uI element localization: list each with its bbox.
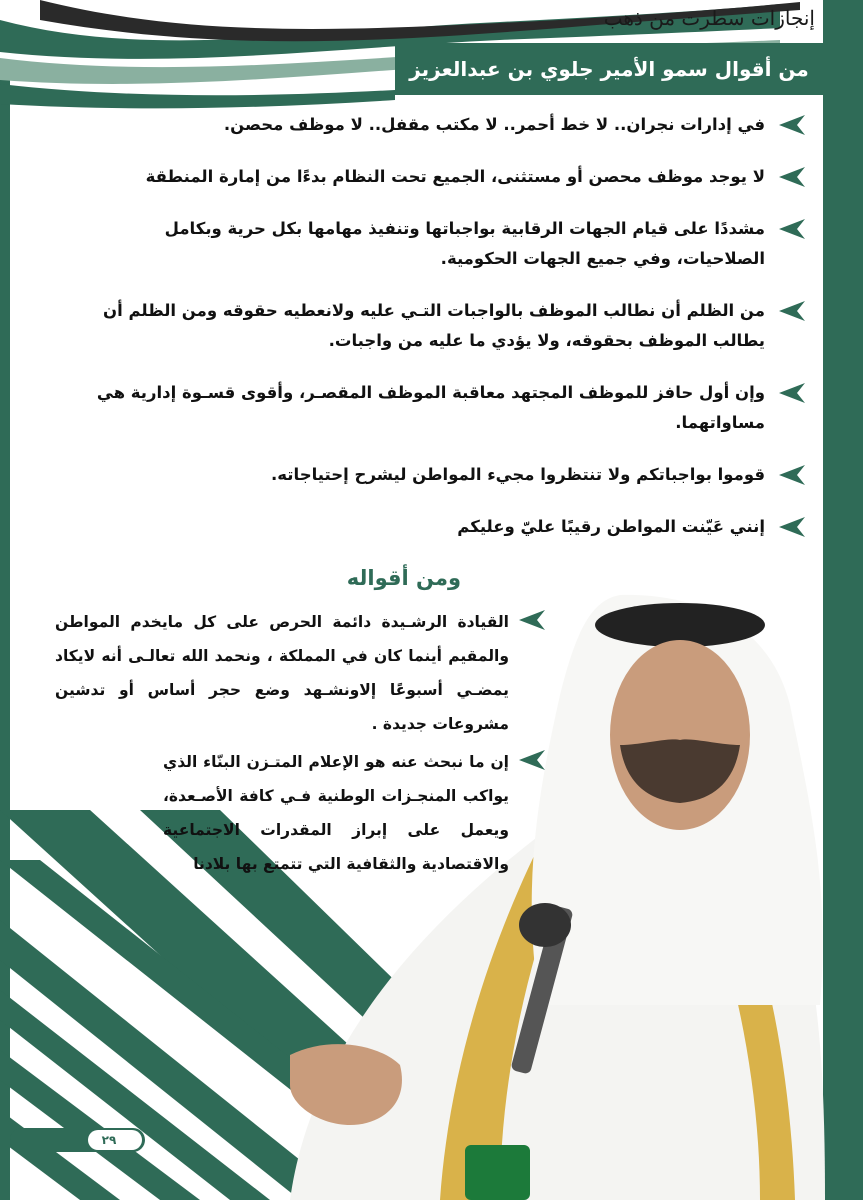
quote-item bbox=[85, 110, 805, 140]
quote-item bbox=[85, 460, 805, 490]
saying-item bbox=[163, 745, 545, 881]
arrow-bullet-icon bbox=[779, 301, 805, 321]
arrow-bullet-icon bbox=[519, 610, 545, 630]
quote-text: لا يوجد موظف محصن أو مستثنى، الجميع تحت النظام بدءًا من إمارة المنطقة bbox=[145, 167, 765, 186]
arrow-bullet-icon bbox=[779, 465, 805, 485]
quotes-list bbox=[85, 110, 805, 564]
quote-item bbox=[85, 296, 805, 356]
quote-item bbox=[85, 512, 805, 542]
section-label: إنجازات سطرت من ذهب bbox=[603, 6, 815, 30]
quote-text: وإن أول حافز للموظف المجتهد معاقبة الموظف المقصـر، وأقوى قسـوة إدارية هي مساواتهما. bbox=[96, 383, 765, 432]
arrow-bullet-icon bbox=[779, 383, 805, 403]
page-title-band bbox=[395, 43, 823, 95]
quote-text: مشددًا على قيام الجهات الرقابية بواجباتها وتنفيذ مهامها بكل حرية وبكامل الصلاحيات، وفي جميع الجهات الحكومية. bbox=[164, 219, 765, 268]
quote-text: إنني عَيّنت المواطن رقيبًا عليّ وعليكم bbox=[457, 517, 765, 536]
right-edge-bar bbox=[823, 0, 863, 1200]
saying-text: إن ما نبحث عنه هو الإعلام المتـزن البنّاء الذي يواكب المنجـزات الوطنية فـي كافة الأصـعدة، ويعمل على إبراز المقدرات الاجتماعية والاقتصادية والثقافية التي تتمتع بها بلادنا bbox=[163, 753, 509, 873]
arrow-bullet-icon bbox=[779, 167, 805, 187]
quote-item bbox=[85, 162, 805, 192]
saying-text: القيادة الرشـيدة دائمة الحرص على كل مايخدم المواطن والمقيم أينما كان في المملكة ، ونحمد الله تعالـى أنه لايكاد يمضـي أسبوعًا إلاونشـهد وضع حجر أساس أو تدشين مشروعات جديدة . bbox=[55, 613, 509, 733]
quote-text: قوموا بواجباتكم ولا تنتظروا مجيء المواطن ليشرح إحتياجاته. bbox=[271, 465, 765, 484]
quote-text: في إدارات نجران.. لا خط أحمر.. لا مكتب مقفل.. لا موظف محصن. bbox=[223, 115, 765, 134]
quote-item bbox=[85, 378, 805, 438]
arrow-bullet-icon bbox=[779, 517, 805, 537]
quote-item bbox=[85, 214, 805, 274]
page-number: ٢٩ bbox=[101, 1133, 117, 1147]
sayings-list bbox=[55, 605, 545, 885]
page-title: من أقوال سمو الأمير جلوي بن عبدالعزيز bbox=[409, 57, 809, 81]
sayings-title: ومن أقواله bbox=[346, 566, 461, 590]
arrow-bullet-icon bbox=[519, 750, 545, 770]
arrow-bullet-icon bbox=[779, 115, 805, 135]
saying-item bbox=[55, 605, 545, 741]
arrow-bullet-icon bbox=[779, 219, 805, 239]
quote-text: من الظلم أن نطالب الموظف بالواجبات التـي عليه ولانعطيه حقوقه ومن الظلم أن يطالب الموظف بحقوقه، ولا يؤدي ما عليه من واجبات. bbox=[102, 301, 765, 350]
